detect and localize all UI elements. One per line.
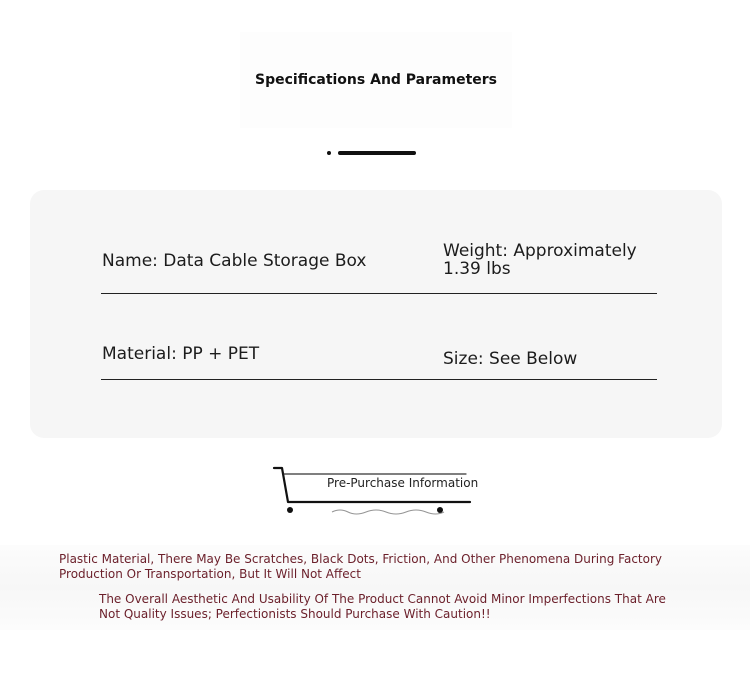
page-title: Specifications And Parameters — [255, 72, 497, 88]
pre-purchase-banner — [270, 460, 480, 522]
spec-weight: Weight: Approximately 1.39 lbs — [443, 241, 637, 279]
shopping-cart-icon — [270, 460, 480, 522]
spec-card — [30, 190, 722, 438]
spec-divider-2 — [101, 379, 657, 380]
spec-material: Material: PP + PET — [102, 344, 260, 364]
pre-purchase-label: Pre-Purchase Information — [327, 476, 479, 490]
title-underline-decoration — [327, 150, 419, 156]
spec-size: Size: See Below — [443, 349, 578, 369]
underline-bar — [338, 151, 416, 155]
spec-divider-1 — [101, 293, 657, 294]
note-line-2: The Overall Aesthetic And Usability Of The Product Cannot Avoid Minor Imperfections That Are Not Quality Issues; Perfectionists Should Purchase With Caution!! — [99, 592, 666, 621]
note-line-1: Plastic Material, There May Be Scratches, Black Dots, Friction, And Other Phenomena During Factory Production Or Transportation, But It Will Not Affect — [59, 552, 663, 581]
spec-name: Name: Data Cable Storage Box — [102, 251, 367, 271]
underline-dot — [327, 151, 331, 155]
